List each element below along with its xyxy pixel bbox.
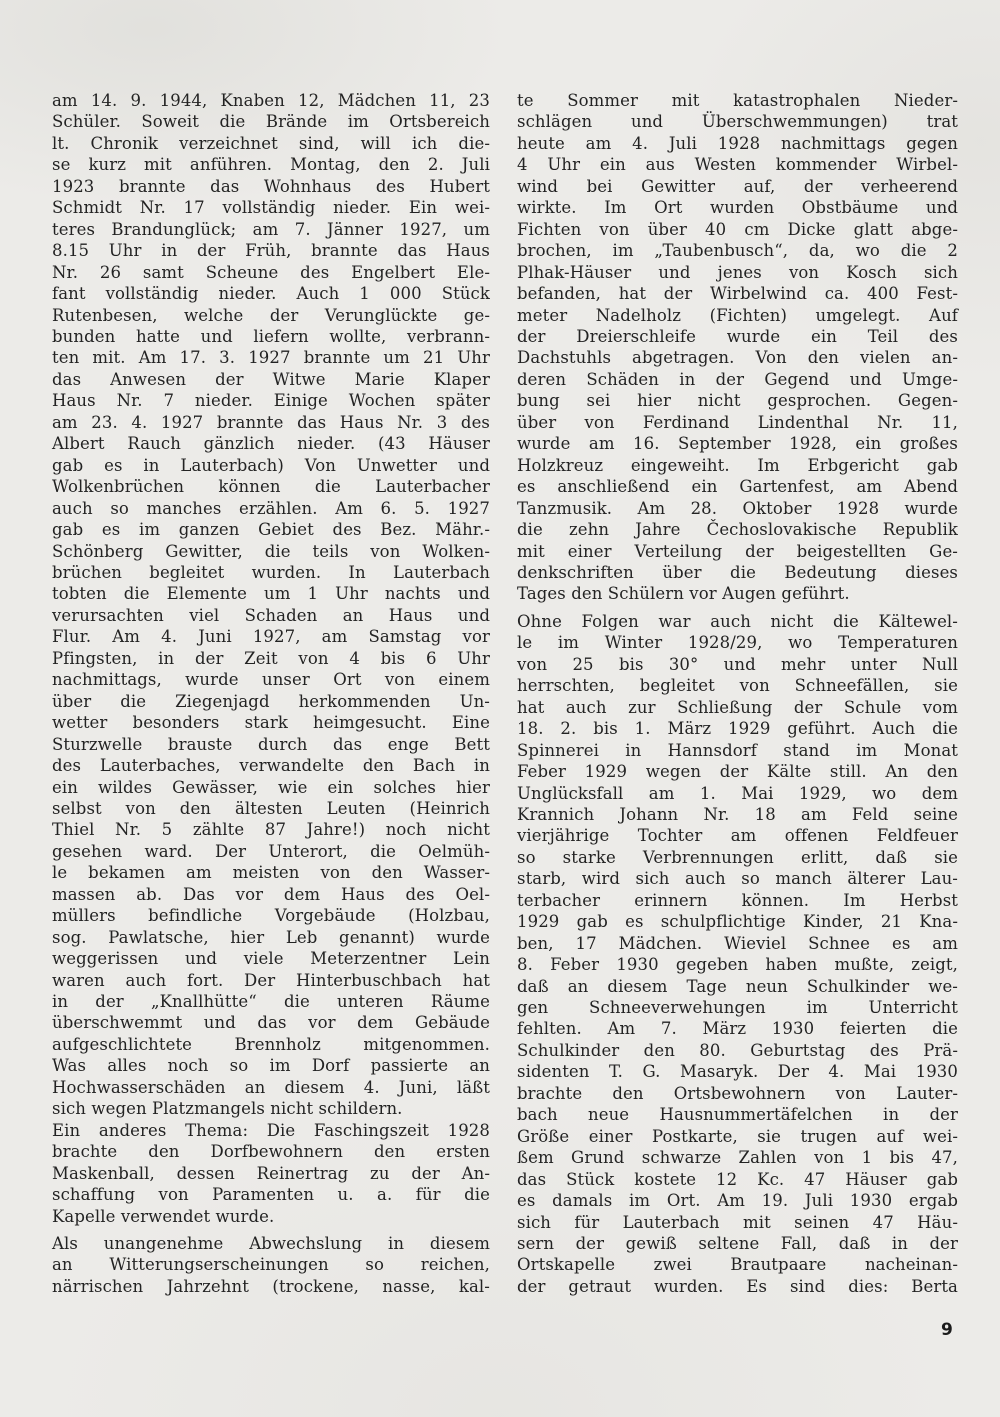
text-line: gen Schneeverwehungen im Unterricht	[517, 998, 958, 1018]
text-line: Tages den Schülern vor Augen geführt.	[517, 584, 850, 604]
text-line: brachte den Ortsbewohnern von Lauter-	[517, 1083, 958, 1103]
text-line: über die Ziegenjagd herkommenden Un-	[52, 691, 490, 711]
text-line: an Witterungserscheinungen so reichen,	[52, 1255, 490, 1275]
text-line: ßem Grund schwarze Zahlen von 1 bis 47,	[517, 1148, 958, 1168]
text-line: von 25 bis 30° und mehr unter Null	[517, 654, 958, 674]
text-line: schlägen und Überschwemmungen) trat	[517, 112, 958, 132]
text-line: überschwemmt und das vor dem Gebäude	[52, 1013, 490, 1033]
text-line: te Sommer mit katastrophalen Nieder-	[517, 91, 958, 110]
text-line: weggerissen und viele Meterzentner Lein	[52, 949, 490, 969]
text-line: 1923 brannte das Wohnhaus des Hubert	[52, 176, 490, 196]
paragraph	[517, 611, 958, 1298]
text-line: daß an diesem Tage neun Schulkinder we-	[517, 976, 958, 996]
text-line: hat auch zur Schließung der Schule vom	[517, 697, 958, 717]
text-line: vierjährige Tochter am offenen Feldfeuer	[517, 826, 958, 846]
text-line: närrischen Jahrzehnt (trockene, nasse, kal-	[52, 1276, 490, 1296]
text-line: meter Nadelholz (Fichten) umgelegt. Auf	[517, 305, 958, 325]
text-line: der getraut wurden. Es sind dies: Berta	[517, 1276, 958, 1296]
text-line: aufgeschlichtete Brennholz mitgenommen.	[52, 1034, 490, 1054]
paragraph	[52, 1120, 490, 1227]
text-line: Fichten von über 40 cm Dicke glatt abge-	[517, 219, 958, 239]
text-line: am 14. 9. 1944, Knaben 12, Mädchen 11, 23	[52, 91, 490, 110]
text-line: gab es im ganzen Gebiet des Bez. Mähr.-	[52, 520, 490, 540]
text-line: Krannich Johann Nr. 18 am Feld seine	[517, 804, 958, 824]
text-line: Was alles noch so im Dorf passierte an	[52, 1056, 490, 1076]
text-line: gab es in Lauterbach) Von Unwetter und	[52, 455, 490, 475]
text-line: selbst von den ältesten Leuten (Heinrich	[52, 798, 490, 818]
text-line: Schulkinder den 80. Geburtstag des Prä-	[517, 1040, 958, 1060]
text-line: 8.15 Uhr in der Früh, brannte das Haus	[52, 241, 490, 261]
text-line: terbacher erinnern können. Im Herbst	[517, 890, 958, 910]
text-line: Unglücksfall am 1. Mai 1929, wo dem	[517, 783, 958, 803]
text-line: Größe einer Postkarte, sie trugen auf wei-	[517, 1126, 958, 1146]
text-line: wetter besonders stark heimgesucht. Eine	[52, 713, 490, 733]
text-line: wind bei Gewitter auf, der verheerend	[517, 176, 958, 196]
text-line: befanden, hat der Wirbelwind ca. 400 Fest-	[517, 284, 958, 304]
text-line: verursachten viel Schaden an Haus und	[52, 605, 490, 625]
text-line: Schmidt Nr. 17 vollständig nieder. Ein wei-	[52, 198, 490, 218]
text-line: ben, 17 Mädchen. Wieviel Schnee es am	[517, 933, 958, 953]
text-line: 8. Feber 1930 gegeben haben mußte, zeigt,	[517, 955, 958, 975]
text-line: es anschließend ein Gartenfest, am Abend	[517, 477, 958, 497]
text-line: bach neue Hausnummertäfelchen in der	[517, 1105, 958, 1125]
text-line: sog. Pawlatsche, hier Leb genannt) wurde	[52, 927, 490, 947]
text-line: Albert Rauch gänzlich nieder. (43 Häuser	[52, 434, 490, 454]
text-line: Schönberg Gewitter, die teils von Wolken-	[52, 541, 490, 561]
text-line: ein wildes Gewässer, wie ein solches hier	[52, 777, 490, 797]
text-line: Nr. 26 samt Scheune des Engelbert Ele-	[52, 262, 490, 282]
text-line: Schüler. Soweit die Brände im Ortsbereich	[52, 112, 490, 132]
text-line: das Stück kostete 12 Kc. 47 Häuser gab	[517, 1169, 958, 1189]
text-line: es damals im Ort. Am 19. Juli 1930 ergab	[517, 1191, 958, 1211]
text-line: Holzkreuz eingeweiht. Im Erbgericht gab	[517, 455, 958, 475]
text-line: Wolkenbrüchen können die Lauterbacher	[52, 477, 490, 497]
text-line: brachte den Dorfbewohnern den ersten	[52, 1142, 490, 1162]
text-line: bunden hatte und liefern wollte, verbrann-	[52, 326, 490, 346]
text-line: Tanzmusik. Am 28. Oktober 1928 wurde	[517, 498, 958, 518]
text-line: sich für Lauterbach mit seinen 47 Häu-	[517, 1212, 958, 1232]
text-line: tobten die Elemente um 1 Uhr nachts und	[52, 584, 490, 604]
paragraph	[52, 90, 490, 1120]
text-line: Plhak-Häuser und jenes von Kosch sich	[517, 262, 958, 282]
text-line: über von Ferdinand Lindenthal Nr. 11,	[517, 412, 958, 432]
text-line: teres Brandunglück; am 7. Jänner 1927, um	[52, 219, 490, 239]
text-line: fant vollständig nieder. Auch 1 000 Stück	[52, 284, 490, 304]
text-line: Flur. Am 4. Juni 1927, am Samstag vor	[52, 627, 490, 647]
text-line: wirkte. Im Ort wurden Obstbäume und	[517, 198, 958, 218]
text-line: herrschten, begleitet von Schneefällen, sie	[517, 676, 958, 696]
text-line: denkschriften über die Bedeutung dieses	[517, 562, 958, 582]
text-line: 1929 gab es schulpflichtige Kinder, 21 Kna-	[517, 912, 958, 932]
text-line: 18. 2. bis 1. März 1929 geführt. Auch die	[517, 719, 958, 739]
text-line: in der „Knallhütte“ die unteren Räume	[52, 992, 490, 1012]
text-line: so starke Verbrennungen erlitt, daß sie	[517, 847, 958, 867]
text-line: nachmittags, wurde unser Ort von einem	[52, 670, 490, 690]
text-line: die zehn Jahre Čechoslovakische Republik	[517, 520, 958, 540]
paragraph	[517, 90, 958, 605]
text-line: der Dreierschleife wurde ein Teil des	[517, 326, 958, 346]
page-number: 9	[941, 1320, 953, 1340]
text-line: massen ab. Das vor dem Haus des Oel-	[52, 884, 490, 904]
text-line: brüchen begleitet wurden. In Lauterbach	[52, 562, 490, 582]
text-line: Spinnerei in Hannsdorf stand im Monat	[517, 740, 958, 760]
text-line: Dachstuhls abgetragen. Von den vielen an-	[517, 348, 958, 368]
text-line: le bekamen am meisten von den Wasser-	[52, 863, 490, 883]
text-line: se kurz mit anführen. Montag, den 2. Juli	[52, 155, 490, 175]
text-line: Feber 1929 wegen der Kälte still. An den	[517, 762, 958, 782]
text-line: 4 Uhr ein aus Westen kommender Wirbel-	[517, 155, 958, 175]
text-line: am 23. 4. 1927 brannte das Haus Nr. 3 des	[52, 412, 490, 432]
text-line: fehlten. Am 7. März 1930 feierten die	[517, 1019, 958, 1039]
text-line: Ortskapelle zwei Brautpaare nacheinan-	[517, 1255, 958, 1275]
text-line: mit einer Verteilung der beigestellten Ge-	[517, 541, 958, 561]
text-line: schaffung von Paramenten u. a. für die	[52, 1185, 490, 1205]
text-column-right	[517, 90, 958, 1297]
text-line: heute am 4. Juli 1928 nachmittags gegen	[517, 133, 958, 153]
text-line: Ein anderes Thema: Die Faschingszeit 1928	[52, 1120, 490, 1140]
text-line: sidenten T. G. Masaryk. Der 4. Mai 1930	[517, 1062, 958, 1082]
text-line: Pfingsten, in der Zeit von 4 bis 6 Uhr	[52, 648, 490, 668]
text-line: das Anwesen der Witwe Marie Klaper	[52, 369, 490, 389]
text-line: starb, wird sich auch so manch älterer Lau-	[517, 869, 958, 889]
text-line: wurde am 16. September 1928, ein großes	[517, 434, 958, 454]
text-line: des Lauterbaches, verwandelte den Bach in	[52, 756, 490, 776]
text-line: lt. Chronik verzeichnet sind, will ich die-	[52, 133, 490, 153]
text-line: Thiel Nr. 5 zählte 87 Jahre!) noch nicht	[52, 820, 490, 840]
paragraph	[52, 1233, 490, 1297]
text-column-left	[52, 90, 490, 1297]
text-line: Rutenbesen, welche der Verunglückte ge-	[52, 305, 490, 325]
text-line: Hochwasserschäden an diesem 4. Juni, läßt	[52, 1077, 490, 1097]
text-line: Sturzwelle brauste durch das enge Bett	[52, 734, 490, 754]
text-line: Haus Nr. 7 nieder. Einige Wochen später	[52, 391, 490, 411]
text-line: sern der gewiß seltene Fall, daß in der	[517, 1234, 958, 1254]
text-line: le im Winter 1928/29, wo Temperaturen	[517, 633, 958, 653]
text-line: brochen, im „Taubenbusch“, da, wo die 2	[517, 241, 958, 261]
text-line: Ohne Folgen war auch nicht die Kältewel-	[517, 611, 958, 631]
text-line: gesehen ward. Der Unterort, die Oelmüh-	[52, 841, 490, 861]
text-line: bung sei hier nicht gesprochen. Gegen-	[517, 391, 958, 411]
text-line: deren Schäden in der Gegend und Umge-	[517, 369, 958, 389]
text-line: ten mit. Am 17. 3. 1927 brannte um 21 Uhr	[52, 348, 490, 368]
text-line: Maskenball, dessen Reinertrag zu der An-	[52, 1163, 490, 1183]
text-line: sich wegen Platzmangels nicht schildern.	[52, 1099, 403, 1119]
text-line: müllers befindliche Vorgebäude (Holzbau,	[52, 906, 490, 926]
text-line: Als unangenehme Abwechslung in diesem	[52, 1234, 490, 1254]
text-line: auch so manches erzählen. Am 6. 5. 1927	[52, 498, 490, 518]
text-line: waren auch fort. Der Hinterbuschbach hat	[52, 970, 490, 990]
text-line: Kapelle verwendet wurde.	[52, 1206, 275, 1226]
